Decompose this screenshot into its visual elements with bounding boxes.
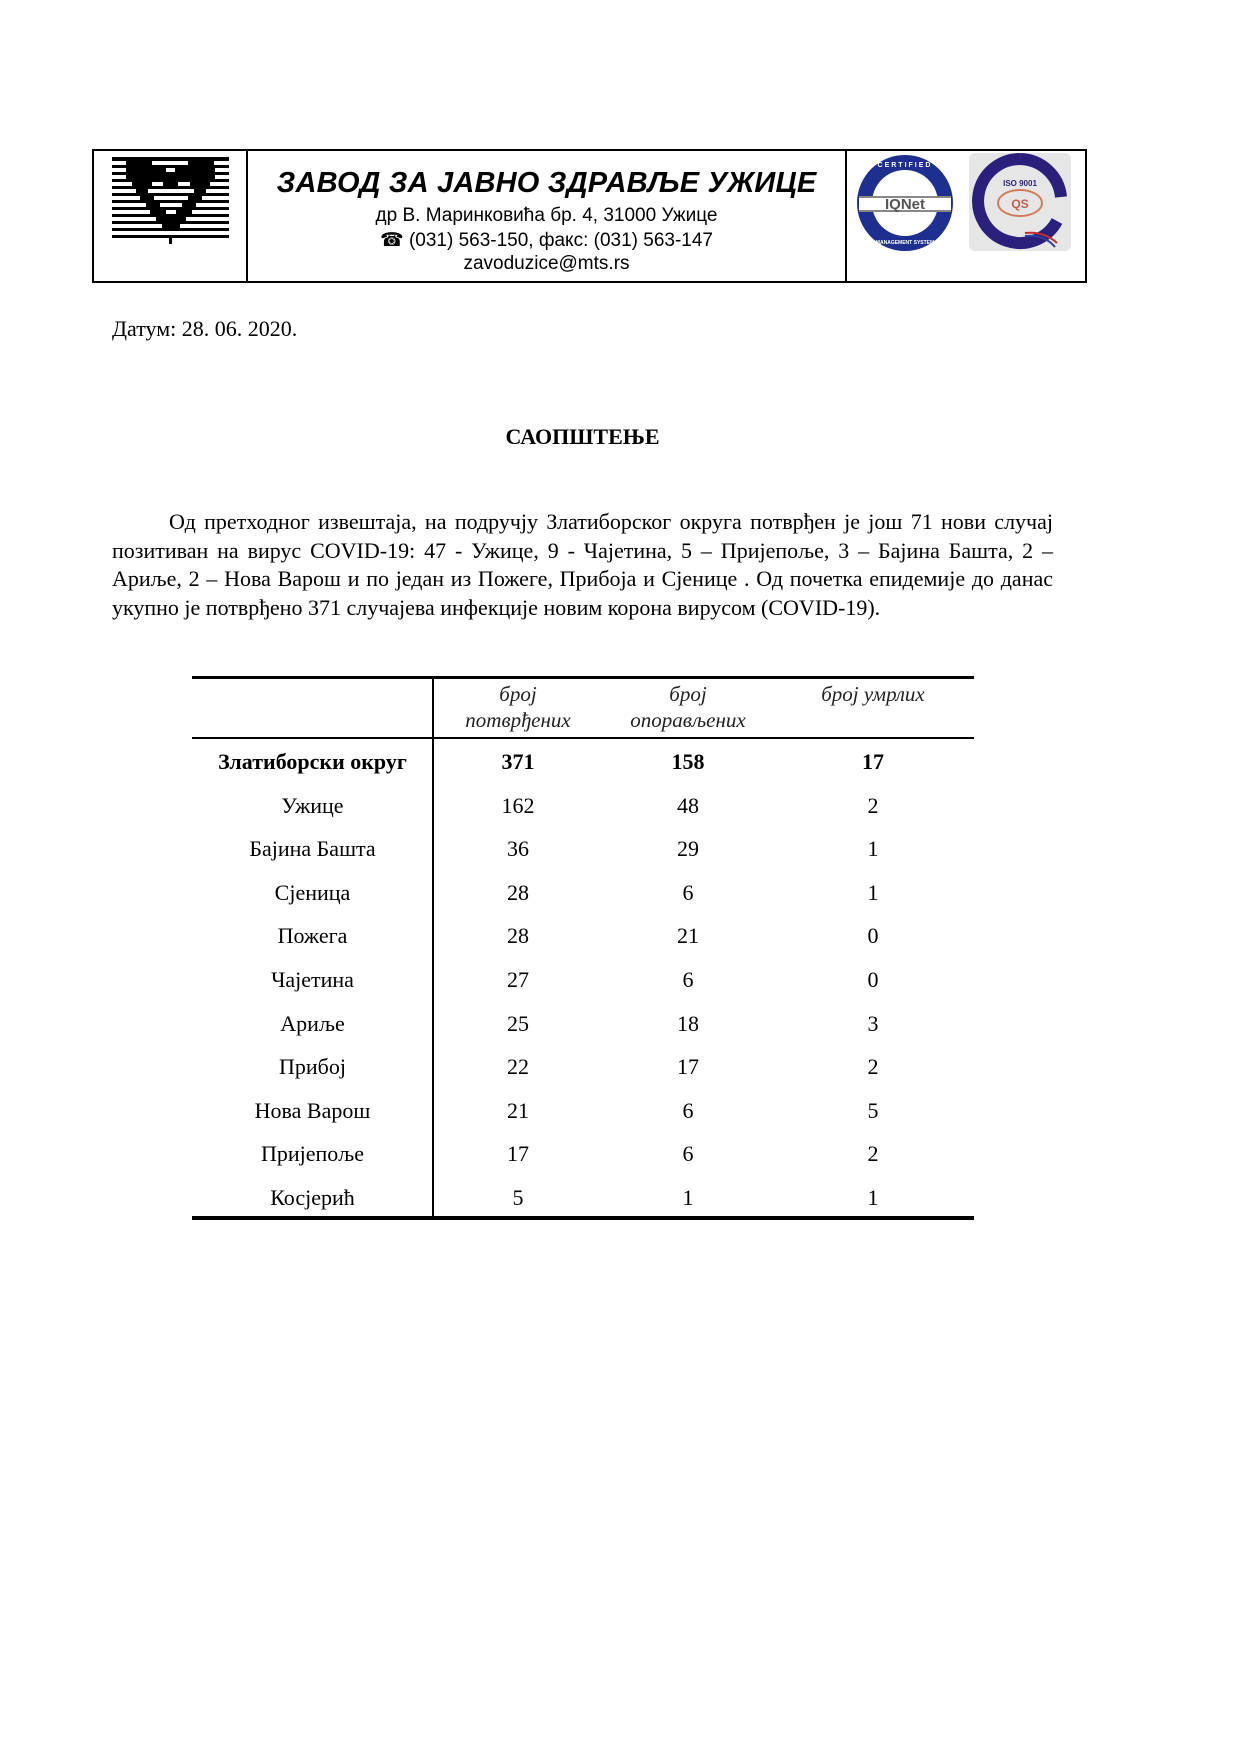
table-cell-deaths: 2 <box>867 792 879 818</box>
table-cell-name: Сјеница <box>274 879 351 905</box>
document-title: САОПШТЕЊЕ <box>505 424 660 449</box>
document-date: Датум: 28. 06. 2020. <box>112 316 298 341</box>
table-cell-deaths: 1 <box>867 879 879 905</box>
table-cell-confirmed: 22 <box>507 1054 529 1080</box>
table-cell-name: Златиборски округ <box>218 749 407 774</box>
table-cell-name: Ариље <box>280 1010 345 1036</box>
institution-name: ЗАВОД ЗА ЈАВНО ЗДРАВЉЕ УЖИЦЕ <box>276 167 817 199</box>
table-cell-recovered: 6 <box>682 879 694 905</box>
table-cell-recovered: 29 <box>677 836 699 862</box>
table-cell-recovered: 6 <box>682 1141 694 1167</box>
table-cell-deaths: 0 <box>867 923 879 949</box>
table-cell-confirmed: 17 <box>507 1141 529 1167</box>
iso-9001-badge <box>969 153 1071 251</box>
table-cell-name: Пријепоље <box>260 1141 365 1167</box>
phone-fax-text: (031) 563-150, факс: (031) 563-147 <box>408 230 714 251</box>
table-cell-name: Бајина Башта <box>249 836 376 862</box>
table-cell-deaths: 17 <box>862 749 884 774</box>
table-cell-name: Косјерић <box>270 1185 355 1210</box>
table-cell-recovered: 1 <box>682 1185 694 1210</box>
svg-text:MANAGEMENT SYSTEM: MANAGEMENT SYSTEM <box>875 240 935 246</box>
table-cell-confirmed: 28 <box>507 923 529 949</box>
table-cell-deaths: 5 <box>867 1097 879 1123</box>
svg-text:IQNet: IQNet <box>884 196 926 213</box>
iso-9001-badge-icon <box>969 153 1071 251</box>
svg-text:CERTIFIED: CERTIFIED <box>877 162 933 169</box>
phone-icon: ☎ <box>379 230 404 251</box>
table-cell-confirmed: 25 <box>507 1010 529 1036</box>
column-header-line: број <box>669 682 707 706</box>
table-cell-deaths: 2 <box>867 1054 879 1080</box>
table-cell-confirmed: 21 <box>507 1097 529 1123</box>
table-cell-recovered: 6 <box>682 967 694 992</box>
column-header-recovered <box>603 681 773 737</box>
institution-info <box>248 151 845 281</box>
letterhead-divider <box>845 151 847 281</box>
table-cell-name: Нова Варош <box>254 1097 371 1123</box>
table-cell-confirmed: 162 <box>501 792 535 818</box>
table-cell-name: Прибој <box>279 1054 346 1080</box>
table-cell-recovered: 21 <box>677 923 699 949</box>
table-cell-confirmed: 36 <box>507 836 529 862</box>
institute-logo-icon <box>112 157 229 255</box>
column-header-line: опорављених <box>630 708 746 732</box>
table-cell-deaths: 0 <box>867 967 879 992</box>
document-paragraph: Од претходног извештаја, на подручју Златиборског округа потврђен је још 71 нови случај позитиван на вирус COVID-19: 47 - Ужице, 9 - Чајетина, 5 – Пријепоље, 3 – Бајина Башта, 2 – Ариље, 2 – Нова Варош и по један из Пожеге, Прибоја и Сјенице . Од почетка епидемије до данас укупно је потврђено 371 случајева инфекције новим корона вирусом (COVID-19). <box>112 509 1053 621</box>
table-cell-name: Ужице <box>281 792 344 818</box>
letterhead <box>92 149 1087 283</box>
column-header-line: број <box>499 682 537 706</box>
table-cell-recovered: 158 <box>671 749 705 774</box>
table-cell-deaths: 3 <box>867 1010 879 1036</box>
svg-text:QS: QS <box>1011 197 1029 211</box>
institution-phone <box>248 229 845 252</box>
table-top-border <box>192 676 974 679</box>
table-cell-deaths: 2 <box>867 1141 879 1167</box>
table-cell-name: Чајетина <box>271 967 354 992</box>
institution-address: др В. Маринковића бр. 4, 31000 Ужице <box>375 205 718 226</box>
institution-email: zavoduzice@mts.rs <box>463 253 630 274</box>
column-header-deaths <box>773 681 973 737</box>
table-cell-confirmed: 27 <box>507 967 529 992</box>
column-header-line: потврђених <box>465 708 571 732</box>
table-cell-recovered: 17 <box>677 1054 699 1080</box>
column-header-confirmed <box>433 681 603 737</box>
svg-text:ISO 9001: ISO 9001 <box>1003 179 1037 188</box>
table-cell-deaths: 1 <box>867 836 879 862</box>
iqnet-certified-badge-icon <box>855 153 955 253</box>
table-cell-confirmed: 28 <box>507 879 529 905</box>
table-cell-recovered: 6 <box>682 1097 694 1123</box>
table-cell-name: Пожега <box>277 923 348 949</box>
table-cell-deaths: 1 <box>867 1185 879 1210</box>
column-header-line: број умрлих <box>821 682 925 706</box>
table-cell-confirmed: 371 <box>501 749 535 774</box>
table-cell-confirmed: 5 <box>512 1185 524 1210</box>
table-cell-recovered: 48 <box>677 792 699 818</box>
table-cell-recovered: 18 <box>677 1010 699 1036</box>
